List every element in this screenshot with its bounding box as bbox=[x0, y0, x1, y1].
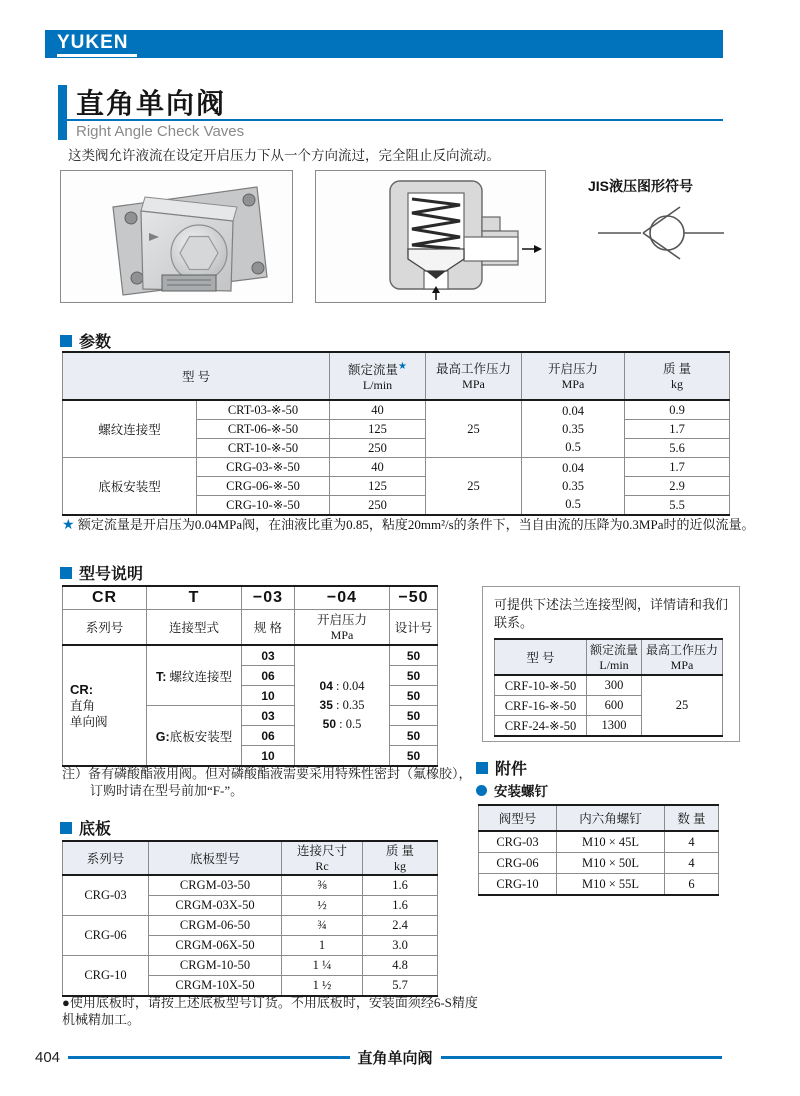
cell-model: CRGM-03-50 bbox=[149, 875, 282, 896]
yuken-logo: YUKEN bbox=[57, 31, 137, 57]
table-row bbox=[63, 956, 438, 976]
section-model-code-title: 型号说明 bbox=[79, 566, 144, 583]
table-row: CR: 直角 单向阀 T: 螺纹连接型 03 04 : 0.04 35 : 0.35 50 : 0.5 50 bbox=[63, 645, 438, 666]
page-number: 404 bbox=[35, 1049, 61, 1066]
cell-max-pressure: 25 bbox=[642, 675, 723, 736]
footer-rule bbox=[68, 1056, 349, 1059]
cell-max-pressure: 25 bbox=[426, 400, 522, 458]
section-marker-icon bbox=[60, 567, 72, 579]
table-row bbox=[495, 675, 723, 696]
cell-model: CRF-16-※-50 bbox=[495, 696, 587, 716]
col-header-weight: 质 量 kg bbox=[625, 352, 730, 400]
accessories-bullet-line bbox=[476, 780, 548, 800]
cell-type: 螺纹连接型 bbox=[63, 400, 197, 458]
footnote-star-icon: ★ bbox=[398, 360, 407, 372]
cell-model: CRT-10-※-50 bbox=[197, 439, 330, 458]
flange-intro: 可提供下述法兰连接型阀，详情请和我们联系。 bbox=[494, 597, 729, 630]
valve-cross-section bbox=[316, 171, 545, 302]
cell-model: CRGM-03X-50 bbox=[149, 896, 282, 916]
table-row bbox=[479, 853, 719, 874]
section-marker-icon bbox=[60, 335, 72, 347]
cell-weight: 5.5 bbox=[625, 496, 730, 516]
cell-model: CRG-06-※-50 bbox=[197, 477, 330, 496]
cell-model: CRT-03-※-50 bbox=[197, 400, 330, 420]
table-row: G:底板安装型 03 50 bbox=[63, 706, 438, 726]
table-row bbox=[479, 831, 719, 853]
page-title: 直角单向阀 bbox=[76, 88, 227, 119]
section-accessories-title: 附件 bbox=[495, 761, 528, 778]
footer-title: 直角单向阀 bbox=[357, 1050, 433, 1067]
cell-weight: 4.8 bbox=[363, 956, 438, 976]
cell-weight: 1.7 bbox=[625, 458, 730, 477]
cell-weight: 3.0 bbox=[363, 936, 438, 956]
footnote-star-icon: ★ bbox=[62, 518, 75, 533]
cell-weight: 2.4 bbox=[363, 916, 438, 936]
cell-size: ¾ bbox=[282, 916, 363, 936]
params-footnote: ★ 额定流量是开启压为0.04MPa阀，在油液比重为0.85，粘度20mm²/s的条件下，当自由流的压降为0.3MPa时的近似流量。 bbox=[62, 517, 755, 533]
section-params-title: 参数 bbox=[79, 334, 112, 351]
model-code-top-row: CR T −03 −04 −50 bbox=[63, 586, 438, 610]
section-accessories bbox=[476, 756, 527, 779]
title-accent-bar bbox=[58, 85, 67, 140]
params-table bbox=[62, 351, 730, 516]
baseplate-table bbox=[62, 840, 438, 997]
cell-series: CR: 直角 单向阀 bbox=[63, 645, 147, 766]
cell-qty: 4 bbox=[665, 853, 719, 874]
cell-max-pressure: 25 bbox=[426, 458, 522, 516]
cell-size: 1 ½ bbox=[282, 976, 363, 997]
cell-flow: 1300 bbox=[587, 716, 642, 737]
cell-series: CRG-10 bbox=[63, 956, 149, 997]
cell-screw: M10 × 50L bbox=[557, 853, 665, 874]
valve-section-frame bbox=[315, 170, 546, 303]
cell-series: CRG-06 bbox=[63, 916, 149, 956]
cell-size: ⅜ bbox=[282, 875, 363, 896]
baseplate-header-row: 系列号 底板型号 连接尺寸 Rc 质 量 kg bbox=[63, 841, 438, 875]
screws-table bbox=[478, 804, 719, 896]
brand-bar bbox=[45, 30, 723, 58]
flange-header-row: 型 号 额定流量 L/min 最高工作压力 MPa bbox=[495, 639, 723, 675]
page-footer bbox=[35, 1047, 722, 1068]
cell-model: CRGM-06X-50 bbox=[149, 936, 282, 956]
cell-flow: 125 bbox=[330, 477, 426, 496]
table-row: 10 50 bbox=[63, 746, 438, 767]
cell-weight: 1.6 bbox=[363, 896, 438, 916]
cell-connection: T: 螺纹连接型 bbox=[147, 645, 242, 706]
cell-model: CRT-06-※-50 bbox=[197, 420, 330, 439]
section-params bbox=[60, 329, 111, 352]
bullet-icon bbox=[476, 785, 487, 796]
intro-text: 这类阀允许液流在设定开启压力下从一个方向流过，完全阻止反向流动。 bbox=[68, 148, 500, 163]
col-header-flow: 额定流量★ L/min bbox=[330, 352, 426, 400]
model-code-table bbox=[62, 585, 438, 767]
title-underline bbox=[58, 119, 723, 121]
section-model-code bbox=[60, 561, 143, 584]
cell-flow: 40 bbox=[330, 400, 426, 420]
cell-valve-model: CRG-10 bbox=[479, 874, 557, 896]
cell-size: ½ bbox=[282, 896, 363, 916]
cell-weight: 2.9 bbox=[625, 477, 730, 496]
cell-qty: 4 bbox=[665, 831, 719, 853]
footer-rule bbox=[441, 1056, 722, 1059]
cell-weight: 5.7 bbox=[363, 976, 438, 997]
section-baseplate-title: 底板 bbox=[79, 821, 112, 838]
cell-flow: 300 bbox=[587, 675, 642, 696]
params-header-row bbox=[63, 352, 730, 400]
model-code-note: 注）备有磷酸酯液用阀。但对磷酸酯液需要采用特殊性密封（氟橡胶）， 订购时请在型号前加“F-”。 bbox=[62, 766, 472, 798]
cell-size: 1 bbox=[282, 936, 363, 956]
section-baseplate bbox=[60, 816, 111, 839]
table-row bbox=[63, 458, 730, 477]
table-row: 10 50 bbox=[63, 686, 438, 706]
flange-info-box bbox=[482, 586, 740, 742]
model-code-sub-row: 系列号 连接型式 规 格 开启压力 MPa 设计号 bbox=[63, 610, 438, 646]
accessories-bullet-label: 安装螺钉 bbox=[494, 784, 548, 799]
screws-header-row: 阀型号 内六角螺钉 数 量 bbox=[479, 805, 719, 831]
cell-model: CRG-10-※-50 bbox=[197, 496, 330, 516]
cell-series: CRG-03 bbox=[63, 875, 149, 916]
cell-valve-model: CRG-06 bbox=[479, 853, 557, 874]
cell-weight: 1.7 bbox=[625, 420, 730, 439]
table-row bbox=[479, 874, 719, 896]
section-marker-icon bbox=[60, 822, 72, 834]
cell-model: CRGM-10-50 bbox=[149, 956, 282, 976]
col-header-max-pressure: 最高工作压力 MPa bbox=[426, 352, 522, 400]
cell-flow: 600 bbox=[587, 696, 642, 716]
cell-flow: 250 bbox=[330, 439, 426, 458]
page-subtitle: Right Angle Check Vaves bbox=[76, 123, 245, 140]
table-row bbox=[63, 400, 730, 420]
cell-model: CRG-03-※-50 bbox=[197, 458, 330, 477]
table-row bbox=[63, 875, 438, 896]
col-header-open-pressure: 开启压力 MPa bbox=[522, 352, 625, 400]
cell-screw: M10 × 55L bbox=[557, 874, 665, 896]
cell-screw: M10 × 45L bbox=[557, 831, 665, 853]
cell-model: CRGM-10X-50 bbox=[149, 976, 282, 997]
cell-model: CRGM-06-50 bbox=[149, 916, 282, 936]
cell-size: 1 ¼ bbox=[282, 956, 363, 976]
cell-open-pressure: 0.04 0.35 0.5 bbox=[522, 458, 625, 516]
table-row bbox=[63, 916, 438, 936]
baseplate-note: ●使用底板时，请按上述底板型号订货。不用底板时，安装面须经6-S精度机械精加工。 bbox=[62, 995, 478, 1027]
flange-table bbox=[494, 638, 723, 737]
cell-weight: 1.6 bbox=[363, 875, 438, 896]
cell-weight: 0.9 bbox=[625, 400, 730, 420]
cell-valve-model: CRG-03 bbox=[479, 831, 557, 853]
cell-weight: 5.6 bbox=[625, 439, 730, 458]
valve-photo-frame bbox=[60, 170, 293, 303]
cell-flow: 40 bbox=[330, 458, 426, 477]
cell-qty: 6 bbox=[665, 874, 719, 896]
col-header-model: 型 号 bbox=[63, 352, 330, 400]
section-marker-icon bbox=[476, 762, 488, 774]
table-row: 06 50 bbox=[63, 666, 438, 686]
cell-model: CRF-24-※-50 bbox=[495, 716, 587, 737]
cell-open-pressure: 0.04 0.35 0.5 bbox=[522, 400, 625, 458]
cell-type: 底板安装型 bbox=[63, 458, 197, 516]
table-row: 06 50 bbox=[63, 726, 438, 746]
cell-open-pressure-key: 04 : 0.04 35 : 0.35 50 : 0.5 bbox=[295, 645, 390, 766]
valve-photo bbox=[61, 171, 292, 302]
cell-model: CRF-10-※-50 bbox=[495, 675, 587, 696]
cell-connection: G:底板安装型 bbox=[147, 706, 242, 767]
jis-check-valve-symbol-icon bbox=[596, 202, 728, 269]
cell-flow: 250 bbox=[330, 496, 426, 516]
cell-flow: 125 bbox=[330, 420, 426, 439]
jis-symbol-label: JIS液压图形符号 bbox=[588, 178, 694, 194]
